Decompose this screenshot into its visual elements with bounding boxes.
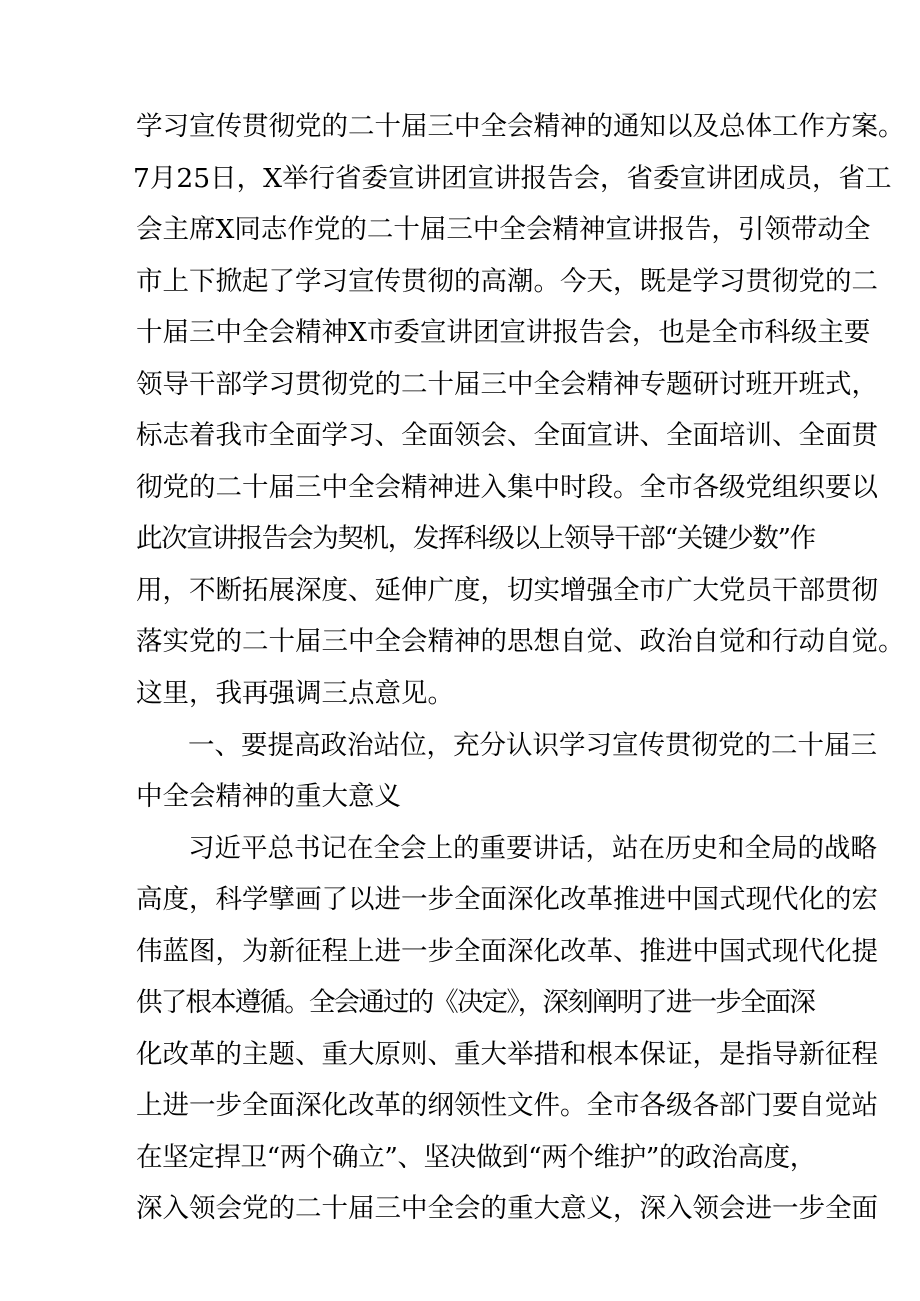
- text-line-10: 用，不断拓展深度、延伸广度，切实增强全市广大党员干部贯彻: [136, 575, 878, 606]
- text-line-5: 十届三中全会精神X市委宣讲团宣讲报告会，也是全市科级主要: [136, 317, 871, 348]
- text-line-3: 会主席X同志作党的二十届三中全会精神宣讲报告，引领带动全: [136, 214, 871, 245]
- text-line-7: 标志着我市全面学习、全面领会、全面宣讲、全面培训、全面贯: [136, 420, 878, 451]
- text-line-19: 化改革的主题、重大原则、重大举措和根本保证，是指导新征程: [136, 1039, 878, 1070]
- section-heading-line-1: 一、要提高政治站位，充分认识学习宣传贯彻党的二十届三: [188, 730, 877, 761]
- text-line-6: 领导干部学习贯彻党的二十届三中全会精神专题研讨班开班式，: [136, 369, 878, 400]
- text-line-15: 习近平总书记在全会上的重要讲话，站在历史和全局的战略: [188, 833, 877, 864]
- text-line-11: 落实党的二十届三中全会精神的思想自觉、政治自觉和行动自觉。: [136, 626, 905, 657]
- text-line-8: 彻党的二十届三中全会精神进入集中时段。全市各级党组织要以: [136, 472, 878, 503]
- text-line-18: 供了根本遵循。全会通过的《决定》，深刻阐明了进一步全面深: [136, 987, 815, 1018]
- text-line-16: 高度，科学擘画了以进一步全面深化改革推进中国式现代化的宏: [136, 884, 878, 915]
- text-line-2: 7月25日，X举行省委宣讲团宣讲报告会，省委宣讲团成员，省工: [133, 163, 892, 194]
- text-line-1: 学习宣传贯彻党的二十届三中全会精神的通知以及总体工作方案。: [136, 111, 905, 142]
- text-line-17: 伟蓝图，为新征程上进一步全面深化改革、推进中国式现代化提: [136, 936, 878, 967]
- text-line-20: 上进一步全面深化改革的纲领性文件。全市各级各部门要自觉站: [136, 1090, 878, 1121]
- section-heading-line-2: 中全会精神的重大意义: [136, 781, 401, 812]
- text-line-22: 深入领会党的二十届三中全会的重大意义，深入领会进一步全面: [136, 1193, 878, 1224]
- text-line-12: 这里，我再强调三点意见。: [136, 678, 454, 709]
- text-line-21: 在坚定捍卫“两个确立”、坚决做到“两个维护”的政治高度，: [136, 1142, 816, 1173]
- text-line-4: 市上下掀起了学习宣传贯彻的高潮。今天，既是学习贯彻党的二: [136, 266, 878, 297]
- text-line-9: 此次宣讲报告会为契机，发挥科级以上领导干部“关键少数”作: [136, 523, 815, 554]
